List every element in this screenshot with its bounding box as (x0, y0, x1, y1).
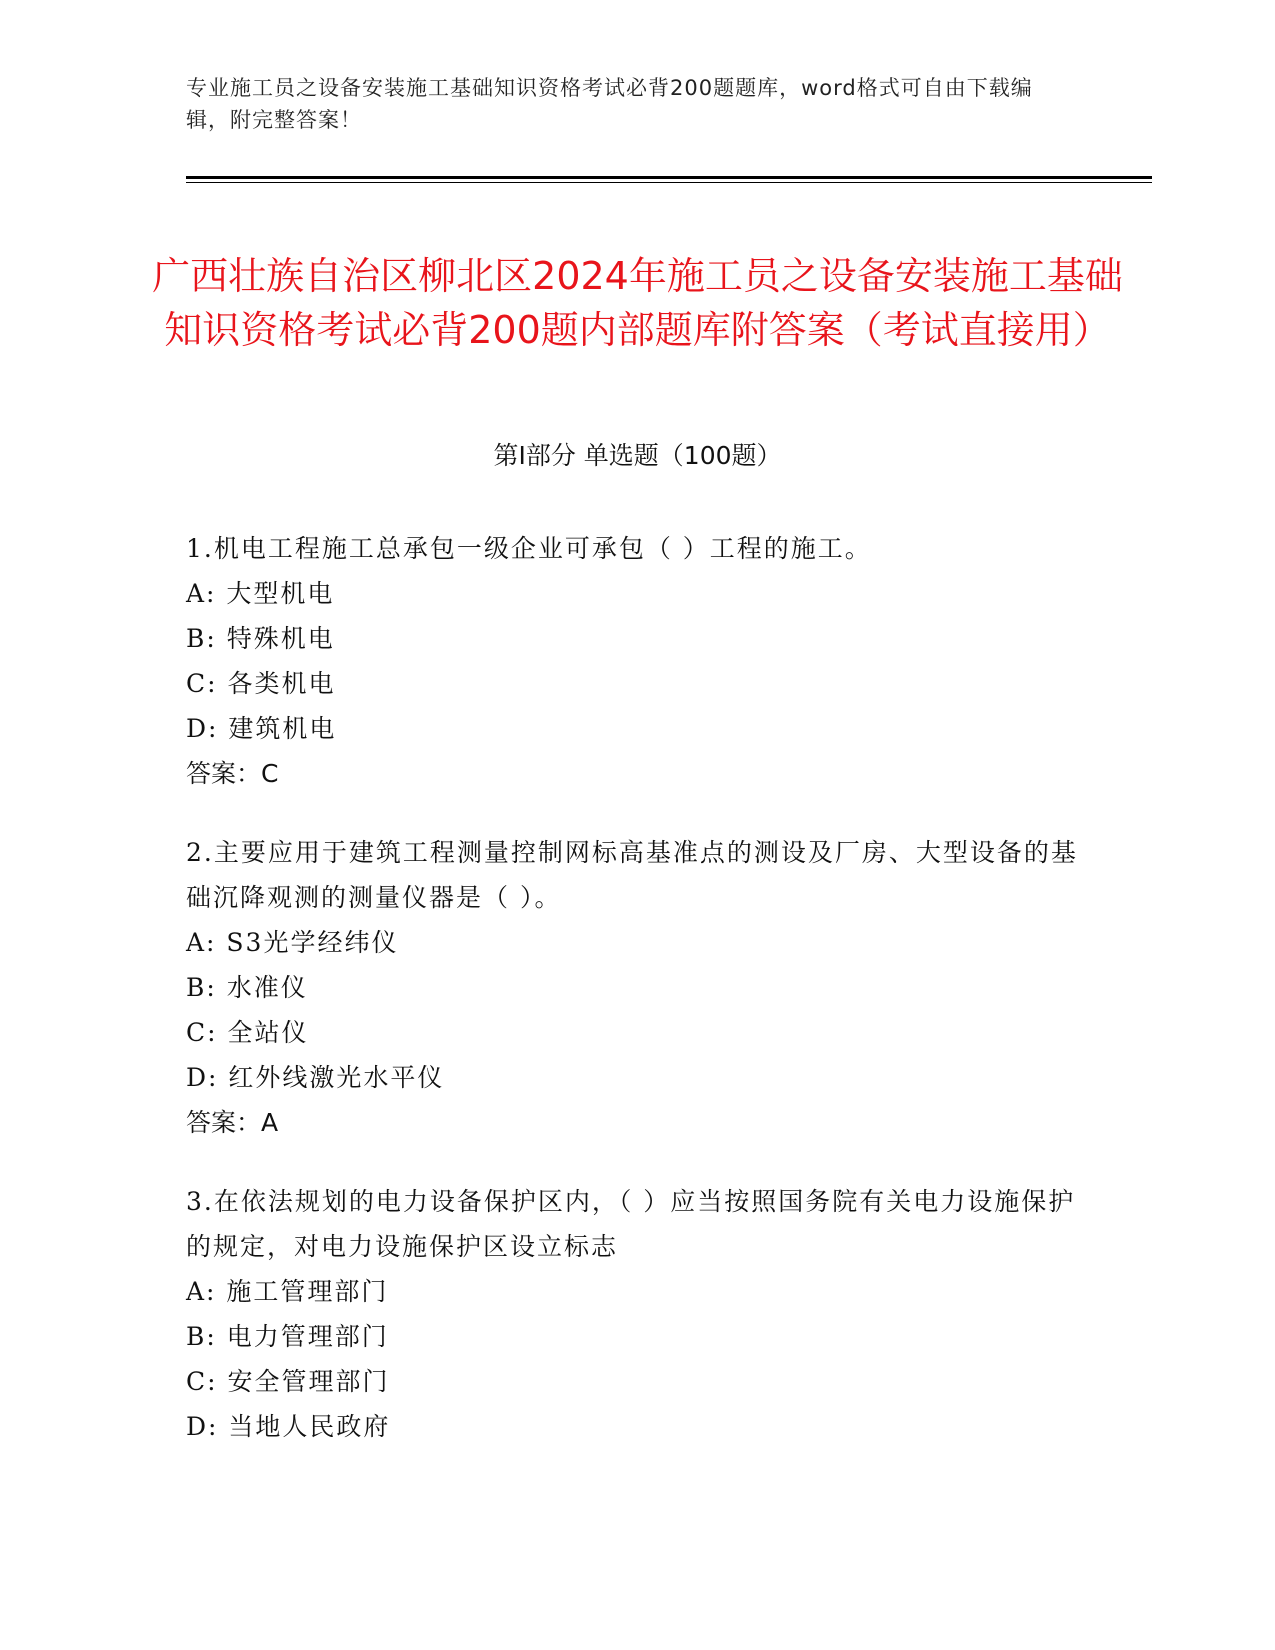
answer: 答案：C (186, 759, 279, 788)
option-d: D: 当地人民政府 (186, 1412, 391, 1441)
option-a: A: 大型机电 (186, 579, 335, 608)
question-2 (186, 830, 1086, 1145)
option-a: A: S3光学经纬仪 (186, 928, 399, 957)
document-title: 广西壮族自治区柳北区2024年施工员之设备安装施工基础知识资格考试必背200题内部题库附答案（考试直接用） (152, 254, 1123, 353)
header-rule-thin (186, 182, 1152, 183)
option-c: C: 全站仪 (186, 1018, 309, 1047)
option-b: B: 特殊机电 (186, 624, 335, 653)
header-rule-thick (186, 176, 1152, 179)
question-stem: 3.在依法规划的电力设备保护区内，（ ）应当按照国务院有关电力设施保护的规定，对电力设施保护区设立标志 (186, 1187, 1076, 1261)
option-b: B: 水准仪 (186, 973, 308, 1002)
question-stem: 2.主要应用于建筑工程测量控制网标高基准点的测设及厂房、大型设备的基础沉降观测的测量仪器是（ ）。 (186, 838, 1078, 912)
option-a: A: 施工管理部门 (186, 1277, 389, 1306)
question-1 (186, 526, 1086, 796)
option-d: D: 红外线激光水平仪 (186, 1063, 445, 1092)
answer: 答案：A (186, 1108, 279, 1137)
option-b: B: 电力管理部门 (186, 1322, 389, 1351)
option-d: D: 建筑机电 (186, 714, 337, 743)
option-c: C: 安全管理部门 (186, 1367, 390, 1396)
header-note: 专业施工员之设备安装施工基础知识资格考试必背200题题库，word格式可自由下载编辑，附完整答案！ (186, 76, 1033, 132)
question-stem: 1.机电工程施工总承包一级企业可承包（ ）工程的施工。 (186, 534, 872, 563)
question-3 (186, 1179, 1086, 1449)
option-c: C: 各类机电 (186, 669, 336, 698)
section-heading: 第Ⅰ部分 单选题（100题） (493, 441, 782, 470)
question-list (186, 526, 1086, 1483)
